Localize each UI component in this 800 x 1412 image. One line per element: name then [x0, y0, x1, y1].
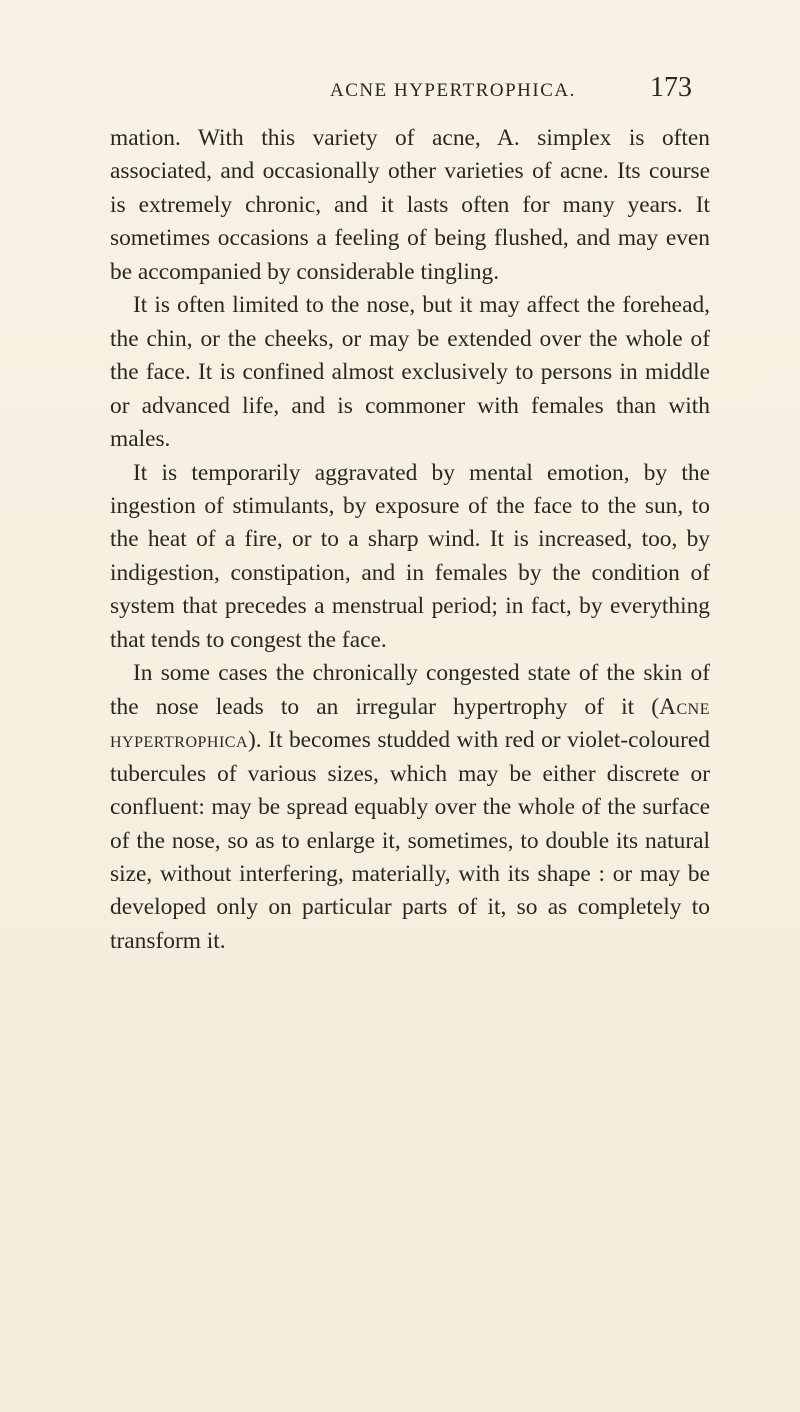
paragraph-1: mation. With this variety of acne, A. simplex is often associated, and occasionally other varieties of acne. Its course is extremely chronic, and it lasts often for many years. It sometimes occasions a feeling of being flushed, and may even be accompanied by considerable tingling. — [110, 125, 710, 285]
paragraph-4 — [110, 657, 710, 958]
paragraph-2: It is often limited to the nose, but it may affect the forehead, the chin, or the cheeks, or may be extended over the whole of the face. It is confined almost exclusively to persons in middle or advanced life, and is commoner with females than with males. — [110, 292, 710, 453]
term-acne-hypertrophica: Acne hypertrophica — [110, 693, 710, 754]
paragraph-3: It is temporarily aggravated by mental emotion, by the ingestion of stimulants, by exposure of the face to the sun, to the heat of a fire, or to a sharp wind. It is increased, too, by indigestion, constipation, and in females by the condition of system that precedes a menstrual period; in fact, by everything that tends to congest the face. — [110, 459, 710, 653]
body-text — [110, 122, 710, 958]
paragraph-4-before: In some cases the chronically congested state of the skin of the nose leads to an irregular hypertrophy of it ( — [110, 660, 710, 720]
page-number: 173 — [650, 72, 692, 103]
paragraph-4-after: ). It becomes studded with red or violet-coloured tubercules of various sizes, which may be either discrete or confluent: may be spread equably over the whole of the surface of the nose, so as to enlarge it, sometimes, to double its natural size, without interfering, materially, with its shape : or may be developed only on particular parts of it, so as completely to transform it. — [110, 727, 710, 954]
running-head: ACNE HYPERTROPHICA. — [330, 80, 576, 101]
